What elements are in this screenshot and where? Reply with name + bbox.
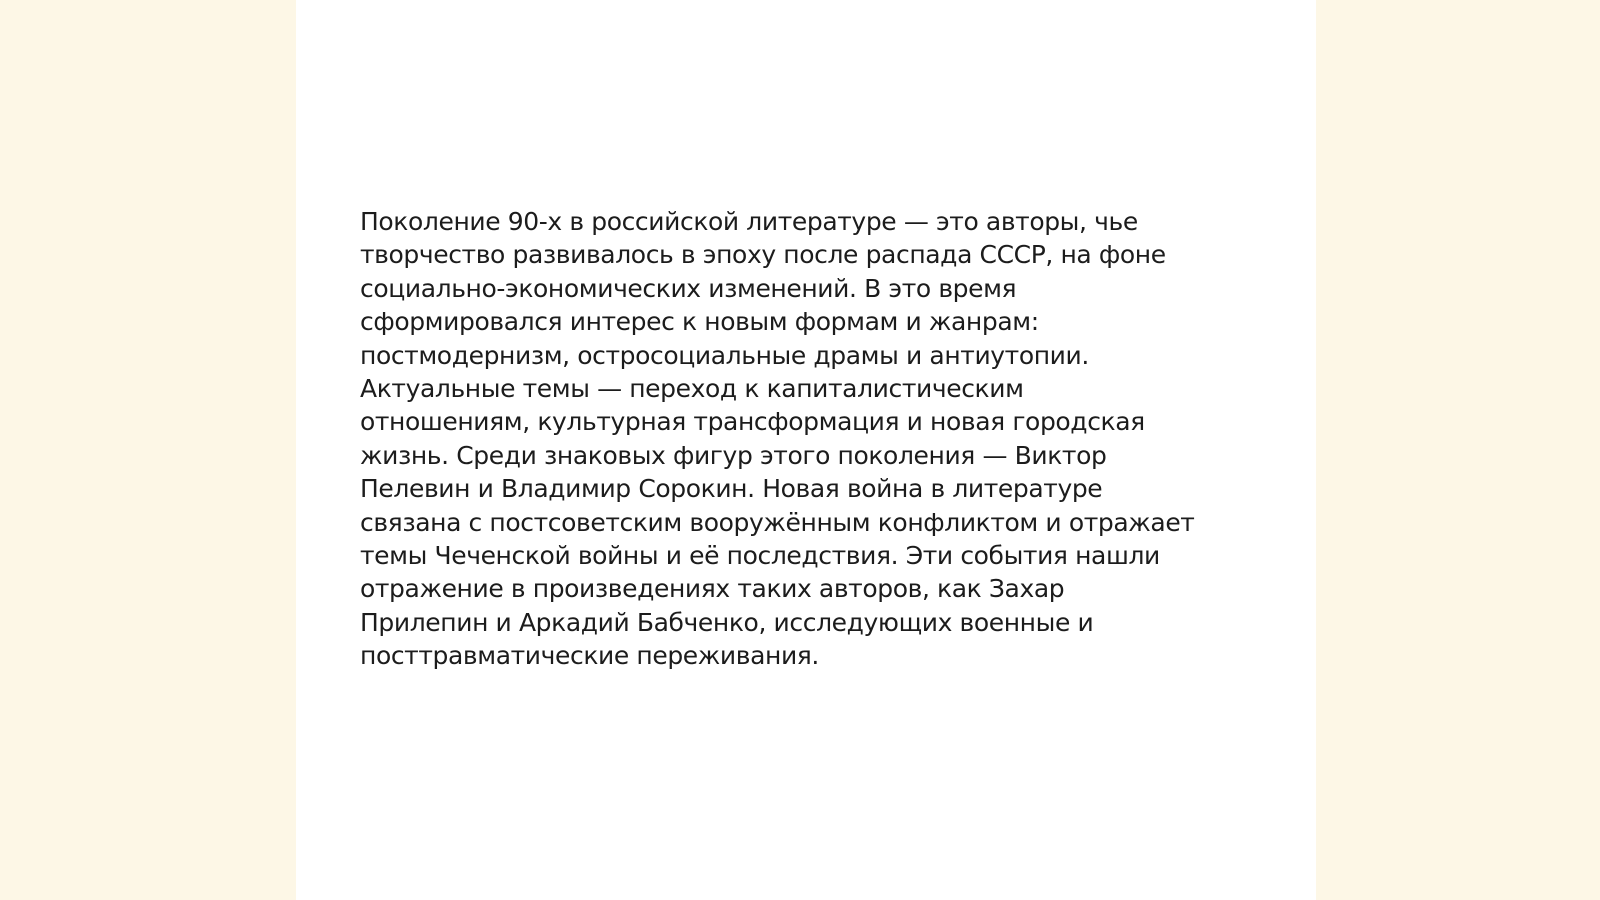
paragraph-line-6: Актуальные темы — переход к капиталистическим xyxy=(360,374,1024,404)
paragraph-line-8: жизнь. Среди знаковых фигур этого поколения — Виктор xyxy=(360,440,1107,470)
paragraph-line-9: Пелевин и Владимир Сорокин. Новая война в литературе xyxy=(360,474,1103,504)
paragraph-line-10: связана с постсоветским вооружённым конфликтом и отражает xyxy=(360,507,1195,537)
paragraph-line-1: Поколение 90-х в российской литературе — это авторы, чье xyxy=(360,207,1138,236)
paragraph-line-13: Прилепин и Аркадий Бабченко, исследующих военные и xyxy=(360,607,1094,637)
slide xyxy=(296,0,1316,900)
paragraph-line-5: постмодернизм, остросоциальные драмы и антиутопии. xyxy=(360,340,1089,370)
paragraph-line-12: отражение в произведениях таких авторов, как Захар xyxy=(360,574,1065,604)
paragraph-line-7: отношениям, культурная трансформация и новая городская xyxy=(360,407,1145,437)
paragraph-line-4: сформировался интерес к новым формам и жанрам: xyxy=(360,307,1039,337)
paragraph-line-3: социально-экономических изменений. В это время xyxy=(360,273,1017,303)
paragraph-line-11: темы Чеченской войны и её последствия. Эти события нашли xyxy=(360,541,1160,571)
slide-paragraph xyxy=(360,205,1265,673)
paragraph-line-2: творчество развивалось в эпоху после распада СССР, на фоне xyxy=(360,240,1166,270)
paragraph-line-14: посттравматические переживания. xyxy=(360,641,819,671)
